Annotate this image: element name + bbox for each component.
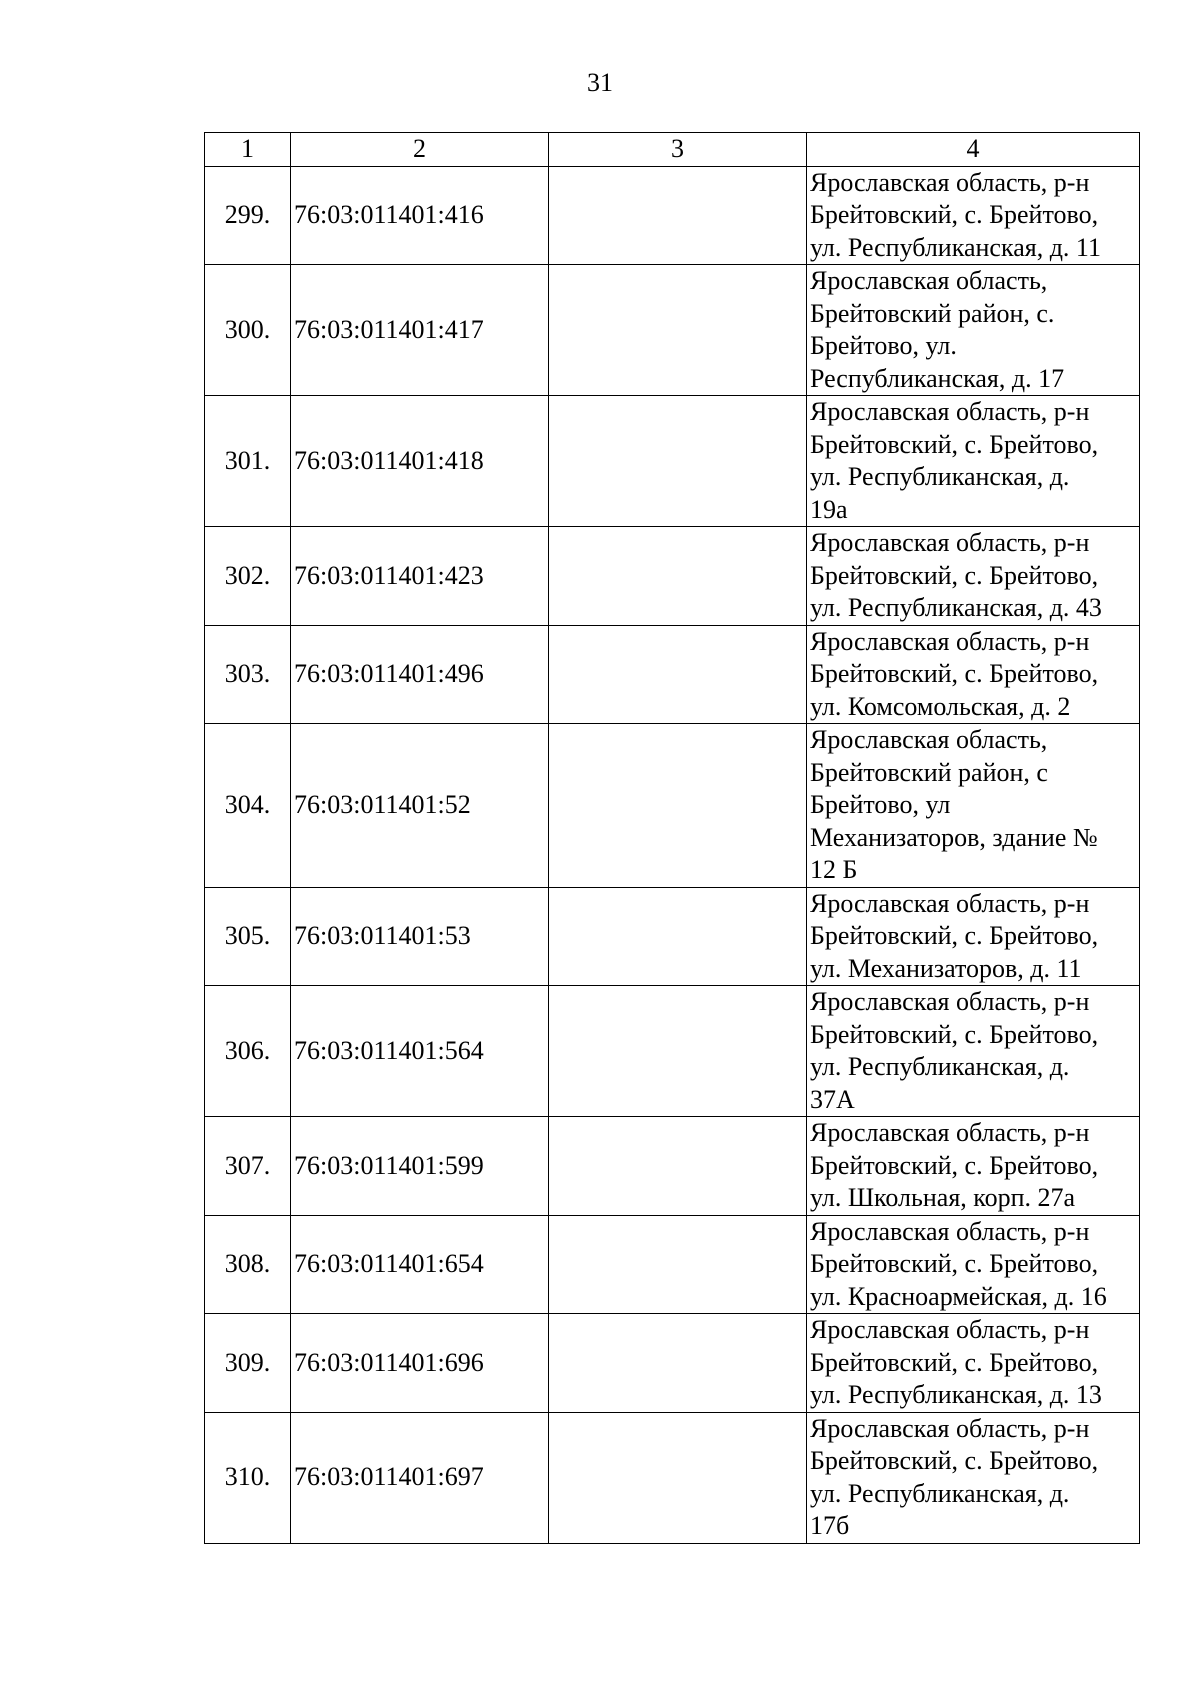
address-line: Ярославская область, р-н [810, 1216, 1090, 1246]
cadastral-number-cell: 76:03:011401:418 [291, 396, 549, 527]
address-line: 19а [810, 494, 848, 524]
address-cell [807, 887, 1140, 986]
address-cell [807, 1215, 1140, 1314]
address-cell [807, 1412, 1140, 1543]
cadastral-number-cell: 76:03:011401:697 [291, 1412, 549, 1543]
address-line: Механизаторов, здание № [810, 822, 1098, 852]
address-line: Брейтовский, с. Брейтово, [810, 1150, 1099, 1180]
address-line: Ярославская область, р-н [810, 987, 1090, 1016]
header-col-1: 1 [205, 133, 291, 167]
table-body [205, 166, 1140, 1543]
address-line: Брейтовский, с. Брейтово, [810, 1019, 1099, 1049]
row-number-cell: 305. [205, 887, 291, 986]
cadastral-number-cell: 76:03:011401:416 [291, 166, 549, 265]
table-row [205, 625, 1140, 724]
table-row [205, 1215, 1140, 1314]
address-line: Брейтовский, с. Брейтово, [810, 1249, 1099, 1278]
row-number-cell: 308. [205, 1215, 291, 1314]
address-cell [807, 265, 1140, 396]
address-line: Ярославская область, р-н [810, 1315, 1090, 1344]
address-line: Ярославская область, р-н [810, 1413, 1090, 1443]
address-line: Ярославская область, [810, 725, 1048, 754]
table-row [205, 396, 1140, 527]
cadastral-number-cell: 76:03:011401:53 [291, 887, 549, 986]
cadastral-number-cell: 76:03:011401:417 [291, 265, 549, 396]
column-3-cell [549, 625, 807, 724]
row-number-cell: 299. [205, 166, 291, 265]
header-col-3: 3 [549, 133, 807, 167]
address-line: Брейтовский, с. Брейтово, [810, 921, 1099, 950]
cadastral-number-cell: 76:03:011401:496 [291, 625, 549, 724]
cadastral-number-cell: 76:03:011401:564 [291, 986, 549, 1117]
column-3-cell [549, 887, 807, 986]
column-3-cell [549, 527, 807, 626]
address-cell [807, 396, 1140, 527]
cadastral-number-cell: 76:03:011401:599 [291, 1117, 549, 1216]
address-line: Республиканская, д. 17 [810, 363, 1065, 393]
address-line: ул. Республиканская, д. 43 [810, 593, 1102, 622]
column-3-cell [549, 1412, 807, 1543]
row-number-cell: 304. [205, 724, 291, 888]
address-line: ул. Республиканская, д. [810, 1052, 1070, 1081]
row-number-cell: 302. [205, 527, 291, 626]
table-header-row [205, 133, 1140, 167]
row-number-cell: 303. [205, 625, 291, 724]
header-col-2: 2 [291, 133, 549, 167]
column-3-cell [549, 396, 807, 527]
address-line: Ярославская область, р-н [810, 626, 1090, 656]
address-line: 17б [810, 1511, 850, 1540]
address-line: ул. Республиканская, д. 11 [810, 232, 1101, 262]
row-number-cell: 307. [205, 1117, 291, 1216]
address-cell [807, 986, 1140, 1117]
address-line: ул. Комсомольская, д. 2 [810, 691, 1071, 721]
column-3-cell [549, 1314, 807, 1413]
row-number-cell: 306. [205, 986, 291, 1117]
address-line: Ярославская область, р-н [810, 167, 1090, 197]
address-line: ул. Красноармейская, д. 16 [810, 1281, 1107, 1311]
cadastral-number-cell: 76:03:011401:654 [291, 1215, 549, 1314]
address-line: ул. Республиканская, д. [810, 1478, 1070, 1508]
address-line: ул. Школьная, корп. 27а [810, 1183, 1076, 1212]
column-3-cell [549, 724, 807, 888]
address-line: Брейтово, ул. [810, 331, 957, 360]
table-row [205, 724, 1140, 888]
address-line: Ярославская область, р-н [810, 397, 1090, 426]
address-line: Брейтовский район, с [810, 757, 1048, 787]
address-line: Брейтовский, с. Брейтово, [810, 560, 1099, 590]
address-line: Ярославская область, р-н [810, 888, 1090, 918]
row-number-cell: 309. [205, 1314, 291, 1413]
address-line: Ярославская область, [810, 266, 1048, 295]
address-line: Брейтовский район, с. [810, 298, 1055, 328]
header-col-4: 4 [807, 133, 1140, 167]
table-row [205, 265, 1140, 396]
address-line: Ярославская область, р-н [810, 528, 1090, 557]
address-line: 37А [810, 1084, 855, 1114]
address-cell [807, 166, 1140, 265]
address-cell [807, 1314, 1140, 1413]
address-line: Ярославская область, р-н [810, 1118, 1090, 1147]
table-row [205, 887, 1140, 986]
column-3-cell [549, 265, 807, 396]
cadastral-table [204, 132, 1140, 1544]
address-line: Брейтово, ул [810, 790, 951, 819]
address-line: Брейтовский, с. Брейтово, [810, 1347, 1099, 1377]
address-cell [807, 625, 1140, 724]
address-line: Брейтовский, с. Брейтово, [810, 659, 1099, 688]
address-line: Брейтовский, с. Брейтово, [810, 429, 1099, 459]
address-cell [807, 527, 1140, 626]
page-number: 31 [587, 68, 613, 97]
address-cell [807, 1117, 1140, 1216]
column-3-cell [549, 1117, 807, 1216]
row-number-cell: 301. [205, 396, 291, 527]
row-number-cell: 310. [205, 1412, 291, 1543]
row-number-cell: 300. [205, 265, 291, 396]
cadastral-number-cell: 76:03:011401:423 [291, 527, 549, 626]
table-row [205, 986, 1140, 1117]
column-3-cell [549, 166, 807, 265]
address-line: ул. Механизаторов, д. 11 [810, 953, 1082, 983]
column-3-cell [549, 986, 807, 1117]
cadastral-number-cell: 76:03:011401:696 [291, 1314, 549, 1413]
table-row [205, 527, 1140, 626]
column-3-cell [549, 1215, 807, 1314]
cadastral-number-cell: 76:03:011401:52 [291, 724, 549, 888]
table-row [205, 166, 1140, 265]
address-line: ул. Республиканская, д. [810, 462, 1070, 491]
table-row [205, 1314, 1140, 1413]
table-row [205, 1117, 1140, 1216]
address-cell [807, 724, 1140, 888]
table-row [205, 1412, 1140, 1543]
address-line: Брейтовский, с. Брейтово, [810, 200, 1099, 229]
address-line: ул. Республиканская, д. 13 [810, 1380, 1102, 1409]
address-line: 12 Б [810, 855, 858, 884]
address-line: Брейтовский, с. Брейтово, [810, 1446, 1099, 1475]
